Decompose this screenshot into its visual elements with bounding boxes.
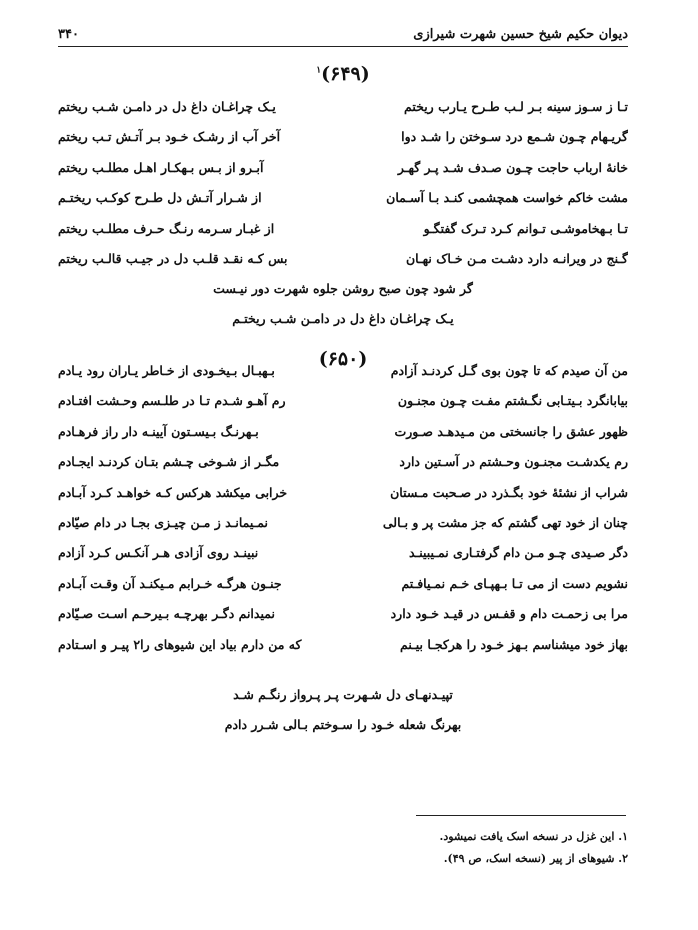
misra-left: نمیدانم دگـر بهرچـه بـیرحـم اسـت صـیّادم <box>58 606 275 622</box>
couplet <box>58 417 628 447</box>
misra-right: دگر صـیدی چـو مـن دام گرفتـاری نمـیبینـد <box>409 545 628 561</box>
misra-left: نبینـد روی آزادی هـر آنکـس کـرد آزادم <box>58 545 259 561</box>
misra-right: شراب از نشئهٔ خود بگـذرد در صـحبت مـستان <box>390 484 628 500</box>
misra-left: که من دارم بیاد این شیوهای را٢ پیـر و اسـتادم <box>58 636 302 652</box>
ghazal-649-closing <box>58 274 628 335</box>
ghazal-number-text: (۶۴۹) <box>321 63 370 85</box>
footnote-ref: ۱ <box>316 65 322 76</box>
misra-right: بهاز خود میشناسم بـهز خـود را هرکجـا بیـنم <box>400 636 628 652</box>
couplet <box>58 153 628 183</box>
misra-left: از شـرار آتـش دل طـرح کوکـب ریختـم <box>58 190 262 206</box>
footnote-rule <box>416 815 626 816</box>
misra-left: بـهبـال بـیخـودی از خـاطر یـاران رود یـادم <box>58 363 275 378</box>
ghazal-650-couplets <box>58 356 628 660</box>
misra-right: گریـهام چـون شـمع درد سـوختن را شـد دوا <box>401 129 628 145</box>
footnotes <box>439 826 628 870</box>
misra-left: جنـون هرگـه خـرابم مـیکنـد آن وقـت آبـادم <box>58 575 282 591</box>
closing-line: بهرنگ شعله خـود را سـوختم بـالی شـرر دادم <box>224 717 462 733</box>
misra-right: گـنج در ویرانـه دارد دشـت مـن خـاک نهـان <box>405 250 628 266</box>
misra-left: بـهرنـگ بـیسـتون آیینـه دار راز فرهـادم <box>58 423 259 439</box>
misra-right: من آن صیدم که تا چون بوی گـل کردنـد آزادم <box>390 363 628 378</box>
couplet <box>58 386 628 416</box>
ghazal-650-closing <box>58 680 628 741</box>
header-rule <box>58 46 628 47</box>
couplet <box>58 569 628 599</box>
couplet <box>58 478 628 508</box>
footnote: ۲. شیوهای از پیر (نسخه اسک، ص ۴۹). <box>443 852 628 865</box>
misra-right: ظهور عشق را جانسختی من مـیدهـد صـورت <box>394 423 628 439</box>
misra-right: رم یکدشـت مجنـون وحـشتم در آسـتین دارد <box>399 454 628 470</box>
running-header <box>58 22 628 46</box>
footnote: ۱. این غزل در نسخه اسک یافت نمیشود. <box>439 830 628 843</box>
misra-left: آبـرو از بـس بـهکـار اهـل مطلـب ریختم <box>58 159 264 175</box>
misra-right: چنان از خود تهی گشتم که جز مشت پر و بـالی <box>382 514 628 530</box>
book-title: دیوان حکیم شیخ حسین شهرت شیرازی <box>413 26 628 42</box>
page-number: ۳۴۰ <box>58 26 79 42</box>
misra-left: آخر آب از رشـک خـود بـر آتـش تـب ریختم <box>58 129 281 145</box>
couplet <box>58 92 628 122</box>
closing-line: تپیـدنهـای دل شـهرت پـر پـرواز رنگـم شـد <box>233 687 453 702</box>
misra-left: بس کـه نقـد قلـب دل در جیـب قالـب ریختم <box>58 250 288 266</box>
couplet <box>58 538 628 568</box>
misra-right: تـا ز سـوز سینه بـر لـب طـرح یـارب ریختم <box>404 99 628 114</box>
couplet <box>58 630 628 660</box>
couplet <box>58 447 628 477</box>
misra-right: بیابانگرد بـیتـابی نگـشتم مفـت چـون مجنـون <box>397 393 628 409</box>
misra-left: رم آهـو شـدم تـا در طلـسم وحـشت افتـادم <box>58 393 286 409</box>
misra-left: خرابی میکشد هرکس کـه خواهـد کـرد آبـادم <box>58 484 288 500</box>
closing-line: یـک چراغـان داغ دل در دامـن شـب ریختـم <box>232 311 454 327</box>
misra-left: نمـیمانـد ز مـن چیـزی بجـا در دام صیّادم <box>58 514 268 530</box>
ghazal-number-649 <box>58 63 628 85</box>
misra-right: خانهٔ ارباب حاجت چـون صـدف شـد پـر گهـر <box>397 159 628 175</box>
misra-left: از غبـار سـرمه رنـگ حـرف مطلـب ریختم <box>58 220 275 236</box>
misra-left: مگـر از شـوخی چـشم بتـان کردنـد ایجـادم <box>58 454 280 470</box>
couplet <box>58 599 628 629</box>
closing-line: گر شود چون صبح روشن جلوه شهرت دور نیـست <box>213 281 473 296</box>
misra-right: مرا بی زحمـت دام و قفـس در قیـد خـود دارد <box>390 606 628 622</box>
ghazal-649-couplets <box>58 92 628 274</box>
couplet <box>58 183 628 213</box>
couplet <box>58 244 628 274</box>
couplet <box>58 508 628 538</box>
misra-right: تـا بـهخاموشـی تـوانم کـرد تـرک گفتگـو <box>423 220 628 236</box>
couplet <box>58 122 628 152</box>
couplet <box>58 214 628 244</box>
misra-right: نشویم دست از می تـا بـهپـای خـم نمـیافـتم <box>401 575 628 591</box>
couplet <box>58 356 628 386</box>
ghazal-number-text: (۶۵۰) <box>318 348 368 370</box>
misra-right: مشت خاکم خواست همچشمی کنـد بـا آسـمان <box>386 190 628 206</box>
misra-left: یـک چراغـان داغ دل در دامـن شـب ریختم <box>58 99 276 114</box>
